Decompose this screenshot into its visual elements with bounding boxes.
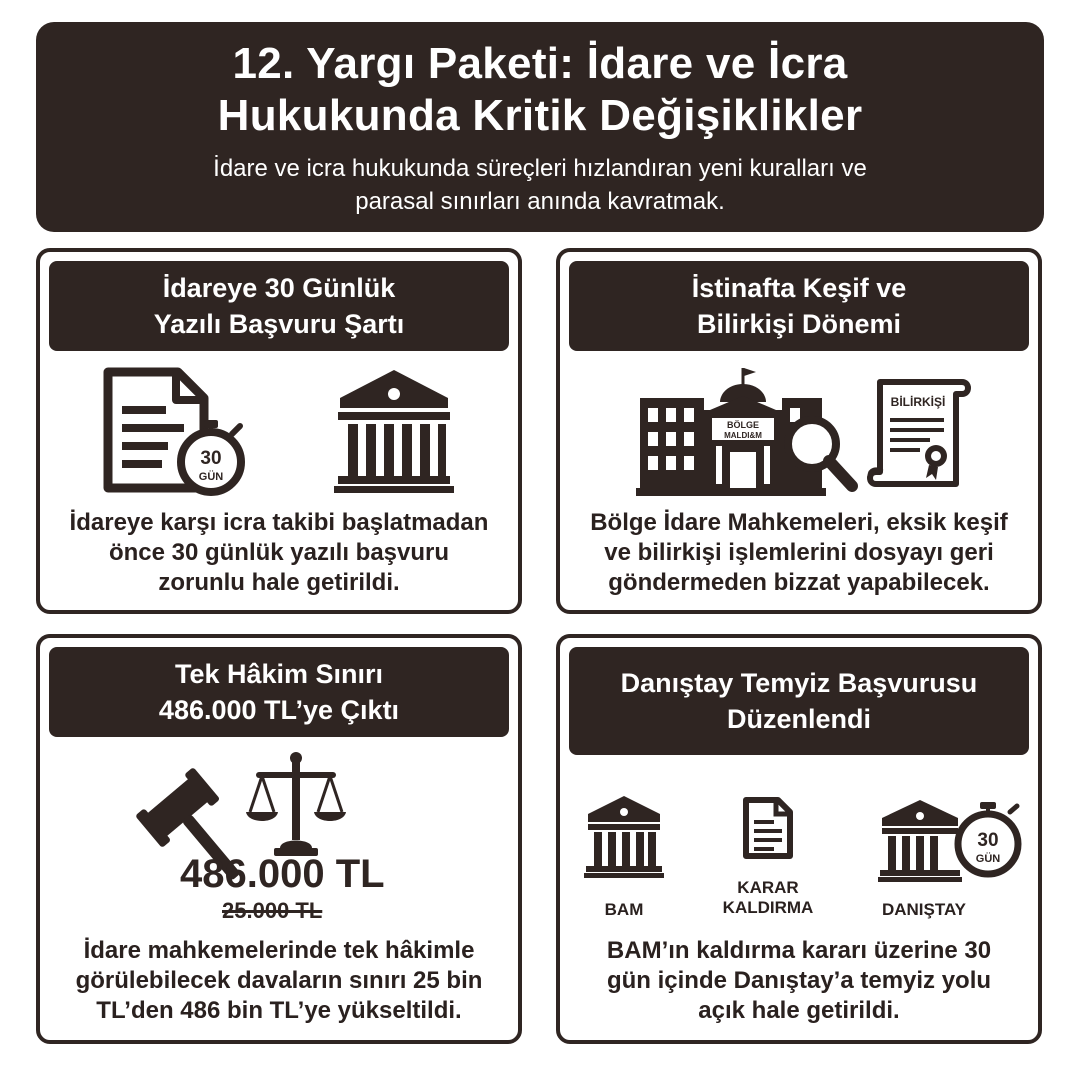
label-bam: BAM (604, 900, 644, 919)
badge-unit: GÜN (975, 853, 1001, 865)
document-timer-icon (100, 364, 250, 494)
new-amount: 486.000 TL (180, 852, 385, 896)
page-subtitle-line-1: İdare ve icra hukukunda süreçleri hızlandıran yeni kuralları ve (213, 155, 867, 182)
courthouse-magnifier-icon (640, 362, 860, 502)
page-title-line-1: 12. Yargı Paketi: İdare ve İcra (232, 39, 848, 88)
expert-scroll-icon (866, 372, 976, 497)
card-title (569, 261, 1029, 351)
card-description (570, 508, 1028, 598)
card-description-line-2: görülebilecek davaların sınırı 25 bin (75, 967, 483, 994)
document-icon (742, 796, 794, 860)
scroll-label: BİLİRKİŞİ (890, 395, 946, 409)
card-title-line-1: Tek Hâkim Sınırı (174, 659, 384, 689)
card-description-line-3: göndermeden bizzat yapabilecek. (608, 569, 990, 596)
building-label-line-2: MALDI&M (724, 431, 762, 440)
badge-number: 30 (200, 448, 222, 469)
badge-number: 30 (977, 830, 999, 851)
page-title-line-2: Hukukunda Kritik Değişiklikler (217, 91, 863, 140)
card-description-line-3: TL’den 486 bin TL’ye yükseltildi. (96, 997, 462, 1024)
scales-of-justice-icon (246, 750, 346, 858)
government-building-icon (334, 368, 454, 493)
card-description (50, 508, 508, 598)
card-appeal-inspection (556, 248, 1042, 614)
card-description-line-1: İdare mahkemelerinde tek hâkimle (83, 937, 475, 964)
card-council-of-state-appeal (556, 634, 1042, 1044)
label-karar-line-2: KALDIRMA (722, 898, 814, 917)
label-karar-line-1: KARAR (737, 878, 799, 897)
label-danistay: DANIŞTAY (881, 900, 967, 919)
old-amount: 25.000 TL (222, 898, 323, 923)
card-title-line-2: 486.000 TL’ye Çıktı (158, 695, 400, 725)
header-banner (36, 22, 1044, 232)
card-description-line-3: açık hale getirildi. (698, 997, 900, 1024)
page-subtitle-line-2: parasal sınırları anında kavratmak. (355, 188, 725, 215)
card-description-line-3: zorunlu hale getirildi. (158, 569, 400, 596)
card-title-line-2: Yazılı Başvuru Şartı (153, 309, 405, 339)
card-description-line-2: gün içinde Danıştay’a temyiz yolu (606, 967, 992, 994)
card-title (569, 647, 1029, 755)
card-description-line-1: İdareye karşı icra takibi başlatmadan (69, 509, 489, 536)
badge-unit: GÜN (198, 471, 224, 483)
building-label-line-1: BÖLGE (726, 420, 760, 430)
card-description-line-2: önce 30 günlük yazılı başvuru (108, 539, 450, 566)
card-written-application (36, 248, 522, 614)
card-description-line-1: BAM’ın kaldırma kararı üzerine 30 (606, 937, 992, 964)
card-title (49, 261, 509, 351)
card-title-line-1: İdareye 30 Günlük (162, 273, 396, 303)
bam-building-icon (586, 796, 662, 878)
page-title (36, 38, 1044, 142)
page-subtitle (36, 152, 1044, 218)
label-karar-kaldirma (708, 878, 828, 918)
card-title-line-2: Düzenlendi (726, 704, 871, 734)
council-of-state-timer-icon (880, 796, 1030, 886)
card-description-line-1: Bölge İdare Mahkemeleri, eksik keşif (590, 509, 1008, 536)
card-single-judge-limit (36, 634, 522, 1044)
card-title-line-1: İstinafta Keşif ve (691, 273, 907, 303)
card-title-line-1: Danıştay Temyiz Başvurusu (620, 668, 978, 698)
card-description (50, 936, 508, 1026)
card-description-line-2: ve bilirkişi işlemlerini dosyayı geri (604, 539, 994, 566)
card-title (49, 647, 509, 737)
card-title-line-2: Bilirkişi Dönemi (696, 309, 902, 339)
card-description (570, 936, 1028, 1026)
